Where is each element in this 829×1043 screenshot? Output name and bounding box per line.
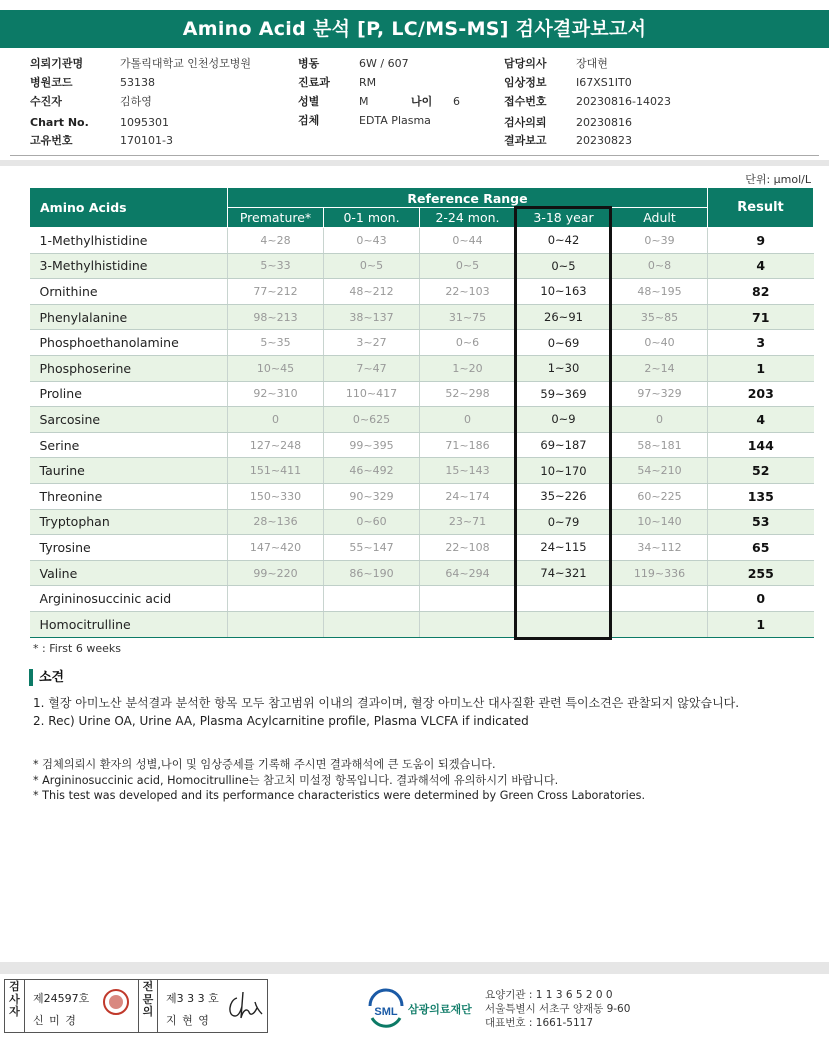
findings-title: 소견 [29, 669, 64, 686]
specialist-name: 지 현 영 [166, 1014, 210, 1027]
table-row [30, 330, 814, 356]
info-label: 진료과 [298, 76, 330, 89]
result-cell: 9 [708, 228, 814, 254]
reference-range-cell: 0~9 [516, 407, 612, 433]
table-row [30, 611, 814, 637]
info-label: 병원코드 [30, 76, 73, 89]
footer-band [0, 962, 829, 974]
reference-range-cell: 10~45 [228, 355, 324, 381]
table-row [30, 407, 814, 433]
reference-range-cell: 35~226 [516, 483, 612, 509]
divider-band [0, 160, 829, 166]
info-value: I67XS1IT0 [576, 76, 632, 89]
reference-range-cell: 99~220 [228, 560, 324, 586]
info-value: 20230823 [576, 134, 632, 147]
result-cell: 0 [708, 586, 814, 612]
reference-range-cell: 5~33 [228, 253, 324, 279]
amino-acid-name: Argininosuccinic acid [30, 586, 228, 612]
info-label: 고유번호 [30, 134, 73, 147]
info-value: 1095301 [120, 116, 169, 129]
info-label: 검체 [298, 114, 320, 127]
reference-range-cell [228, 586, 324, 612]
reference-range-cell: 35~85 [612, 304, 708, 330]
contact-line: 대표번호 : 1661-5117 [485, 1017, 594, 1029]
amino-acid-name: 1-Methylhistidine [30, 228, 228, 254]
reference-range-cell: 90~329 [324, 483, 420, 509]
table-row [30, 253, 814, 279]
header-3-18-year: 3-18 year [516, 208, 612, 228]
amino-acid-name: Tyrosine [30, 535, 228, 561]
info-label: 검사의뢰 [504, 116, 547, 129]
result-cell: 1 [708, 355, 814, 381]
reference-range-cell: 15~143 [420, 458, 516, 484]
reference-range-cell: 0~5 [324, 253, 420, 279]
table-row [30, 381, 814, 407]
reference-range-cell: 31~75 [420, 304, 516, 330]
tester-name: 신 미 경 [33, 1014, 77, 1027]
info-value: 김하영 [120, 95, 152, 108]
amino-acid-name: Phosphoethanolamine [30, 330, 228, 356]
result-cell: 65 [708, 535, 814, 561]
signature-icon [225, 990, 265, 1024]
table-row [30, 535, 814, 561]
header-2-24-mon: 2-24 mon. [420, 208, 516, 228]
info-label: 수진자 [30, 95, 62, 108]
reference-range-cell [324, 611, 420, 637]
reference-range-cell: 48~212 [324, 279, 420, 305]
reference-range-cell: 26~91 [516, 304, 612, 330]
info-value: 가톨릭대학교 인천성모병원 [120, 57, 252, 70]
result-cell: 4 [708, 253, 814, 279]
reference-range-cell: 127~248 [228, 432, 324, 458]
amino-acid-name: Taurine [30, 458, 228, 484]
tester-number: 제24597호 [33, 992, 90, 1005]
reference-range-cell: 59~369 [516, 381, 612, 407]
reference-range-cell: 0~8 [612, 253, 708, 279]
specialist-label: 전문의 [138, 980, 158, 1032]
reference-range-cell: 71~186 [420, 432, 516, 458]
seal-stamp-icon [103, 989, 129, 1015]
reference-range-cell: 151~411 [228, 458, 324, 484]
reference-range-cell: 0 [228, 407, 324, 433]
amino-acid-name: Threonine [30, 483, 228, 509]
unit-label: 단위: μmol/L [745, 173, 811, 186]
reference-range-cell: 54~210 [612, 458, 708, 484]
result-cell: 1 [708, 611, 814, 637]
amino-acid-table [29, 187, 814, 638]
result-cell: 52 [708, 458, 814, 484]
result-cell: 3 [708, 330, 814, 356]
reference-range-cell: 0 [420, 407, 516, 433]
header-reference-range: Reference Range [228, 188, 708, 208]
reference-range-cell: 99~395 [324, 432, 420, 458]
header-premature: Premature* [228, 208, 324, 228]
reference-range-cell: 0~60 [324, 509, 420, 535]
reference-range-cell: 0~6 [420, 330, 516, 356]
reference-range-cell: 98~213 [228, 304, 324, 330]
reference-range-cell: 0~625 [324, 407, 420, 433]
amino-acid-name: Valine [30, 560, 228, 586]
lab-contact [485, 988, 630, 1030]
reference-range-cell: 4~28 [228, 228, 324, 254]
reference-range-cell: 7~47 [324, 355, 420, 381]
age-value: 6 [453, 95, 460, 108]
table-row [30, 560, 814, 586]
reference-range-cell: 28~136 [228, 509, 324, 535]
info-value: 6W / 607 [359, 57, 409, 70]
findings [33, 694, 739, 730]
result-cell: 144 [708, 432, 814, 458]
reference-range-cell: 52~298 [420, 381, 516, 407]
reference-range-cell: 2~14 [612, 355, 708, 381]
header-amino-acids: Amino Acids [30, 188, 228, 228]
amino-table-body [30, 228, 814, 638]
result-cell: 135 [708, 483, 814, 509]
note-line: * This test was developed and its performance characteristics were determined by Green Cross Laboratories. [33, 789, 646, 802]
contact-line: 요양기관 : 1 1 3 6 5 2 0 0 [485, 989, 613, 1001]
note-line: * Argininosuccinic acid, Homocitrulline는 참고치 미설정 항목입니다. 결과해석에 유의하시기 바랍니다. [33, 773, 559, 787]
info-label: 병동 [298, 57, 320, 70]
table-row [30, 586, 814, 612]
reference-range-cell: 46~492 [324, 458, 420, 484]
reference-range-cell: 147~420 [228, 535, 324, 561]
amino-acid-name: Serine [30, 432, 228, 458]
header-adult: Adult [612, 208, 708, 228]
reference-range-cell: 86~190 [324, 560, 420, 586]
finding-line: 1. 혈장 아미노산 분석결과 분석한 항목 모두 참고범위 이내의 결과이며, 혈장 아미노산 대사질환 관련 특이소견은 관찰되지 않았습니다. [33, 696, 740, 710]
reference-range-cell: 0~42 [516, 228, 612, 254]
reference-range-cell: 64~294 [420, 560, 516, 586]
reference-range-cell: 55~147 [324, 535, 420, 561]
reference-range-cell: 10~170 [516, 458, 612, 484]
report-title: Amino Acid 분석 [P, LC/MS-MS] 검사결과보고서 [0, 10, 829, 48]
reference-range-cell: 38~137 [324, 304, 420, 330]
info-value: 170101-3 [120, 134, 173, 147]
reference-range-cell: 24~115 [516, 535, 612, 561]
amino-acid-name: Phenylalanine [30, 304, 228, 330]
info-label: 결과보고 [504, 134, 547, 147]
lab-name: 삼광의료재단 [408, 1003, 472, 1016]
reference-range-cell: 0~79 [516, 509, 612, 535]
info-value: 53138 [120, 76, 155, 89]
reference-range-cell: 74~321 [516, 560, 612, 586]
reference-range-cell [420, 586, 516, 612]
table-row [30, 458, 814, 484]
info-value: 장대현 [576, 57, 608, 70]
reference-range-cell: 22~108 [420, 535, 516, 561]
info-value: M [359, 95, 369, 108]
reference-range-cell: 48~195 [612, 279, 708, 305]
result-cell: 71 [708, 304, 814, 330]
info-value: 20230816 [576, 116, 632, 129]
header-0-1-mon: 0-1 mon. [324, 208, 420, 228]
sml-logo-icon [366, 988, 406, 1028]
reference-range-cell [420, 611, 516, 637]
header-result: Result [708, 188, 814, 228]
reference-range-cell: 97~329 [612, 381, 708, 407]
amino-acid-name: Tryptophan [30, 509, 228, 535]
reference-range-cell: 150~330 [228, 483, 324, 509]
divider [10, 155, 819, 156]
reference-range-cell: 77~212 [228, 279, 324, 305]
table-row [30, 483, 814, 509]
info-value: EDTA Plasma [359, 114, 431, 127]
info-label: 성별 [298, 95, 320, 108]
table-row [30, 228, 814, 254]
reference-range-cell: 34~112 [612, 535, 708, 561]
result-cell: 53 [708, 509, 814, 535]
reference-range-cell: 23~71 [420, 509, 516, 535]
info-value: 20230816-14023 [576, 95, 671, 108]
amino-acid-name: Proline [30, 381, 228, 407]
reference-range-cell: 1~30 [516, 355, 612, 381]
reference-range-cell: 0~40 [612, 330, 708, 356]
logo-text: SML [374, 1006, 398, 1018]
specialist-number: 제3 3 3 호 [166, 992, 219, 1005]
info-value: RM [359, 76, 377, 89]
table-row [30, 355, 814, 381]
finding-line: 2. Rec) Urine OA, Urine AA, Plasma Acylcarnitine profile, Plasma VLCFA if indicated [33, 714, 529, 728]
footnote-premature: * : First 6 weeks [33, 642, 121, 655]
reference-range-cell: 5~35 [228, 330, 324, 356]
amino-acid-name: Homocitrulline [30, 611, 228, 637]
signature-box [4, 979, 268, 1033]
reference-range-cell: 0~43 [324, 228, 420, 254]
amino-acid-name: Sarcosine [30, 407, 228, 433]
reference-range-cell: 0~39 [612, 228, 708, 254]
reference-range-cell: 0 [612, 407, 708, 433]
reference-range-cell: 0~5 [420, 253, 516, 279]
result-cell: 255 [708, 560, 814, 586]
reference-range-cell: 24~174 [420, 483, 516, 509]
reference-range-cell: 0~5 [516, 253, 612, 279]
reference-range-cell: 58~181 [612, 432, 708, 458]
reference-range-cell: 60~225 [612, 483, 708, 509]
reference-range-cell: 0~44 [420, 228, 516, 254]
result-cell: 203 [708, 381, 814, 407]
reference-range-cell: 119~336 [612, 560, 708, 586]
reference-range-cell [516, 586, 612, 612]
reference-range-cell [612, 611, 708, 637]
reference-range-cell: 0~69 [516, 330, 612, 356]
notes [33, 757, 645, 804]
reference-range-cell [612, 586, 708, 612]
contact-line: 서울특별시 서초구 양재동 9-60 [485, 1003, 631, 1015]
table-row [30, 279, 814, 305]
reference-range-cell: 92~310 [228, 381, 324, 407]
age-label: 나이 [411, 95, 433, 108]
info-label: 담당의사 [504, 57, 547, 70]
amino-acid-name: 3-Methylhistidine [30, 253, 228, 279]
info-label: 의뢰기관명 [30, 57, 84, 70]
note-line: * 검체의뢰시 환자의 성별,나이 및 임상증세를 기록해 주시면 결과해석에 큰 도움이 되겠습니다. [33, 758, 496, 771]
info-label: Chart No. [30, 116, 89, 129]
reference-range-cell [324, 586, 420, 612]
reference-range-cell: 10~163 [516, 279, 612, 305]
amino-acid-name: Ornithine [30, 279, 228, 305]
reference-range-cell: 110~417 [324, 381, 420, 407]
reference-range-cell: 69~187 [516, 432, 612, 458]
info-label: 접수번호 [504, 95, 547, 108]
reference-range-cell [228, 611, 324, 637]
result-cell: 4 [708, 407, 814, 433]
result-cell: 82 [708, 279, 814, 305]
table-row [30, 432, 814, 458]
table-row [30, 304, 814, 330]
info-label: 임상정보 [504, 76, 547, 89]
tester-label: 검사자 [5, 980, 25, 1032]
reference-range-cell [516, 611, 612, 637]
reference-range-cell: 10~140 [612, 509, 708, 535]
table-row [30, 509, 814, 535]
reference-range-cell: 3~27 [324, 330, 420, 356]
reference-range-cell: 22~103 [420, 279, 516, 305]
amino-acid-name: Phosphoserine [30, 355, 228, 381]
reference-range-cell: 1~20 [420, 355, 516, 381]
